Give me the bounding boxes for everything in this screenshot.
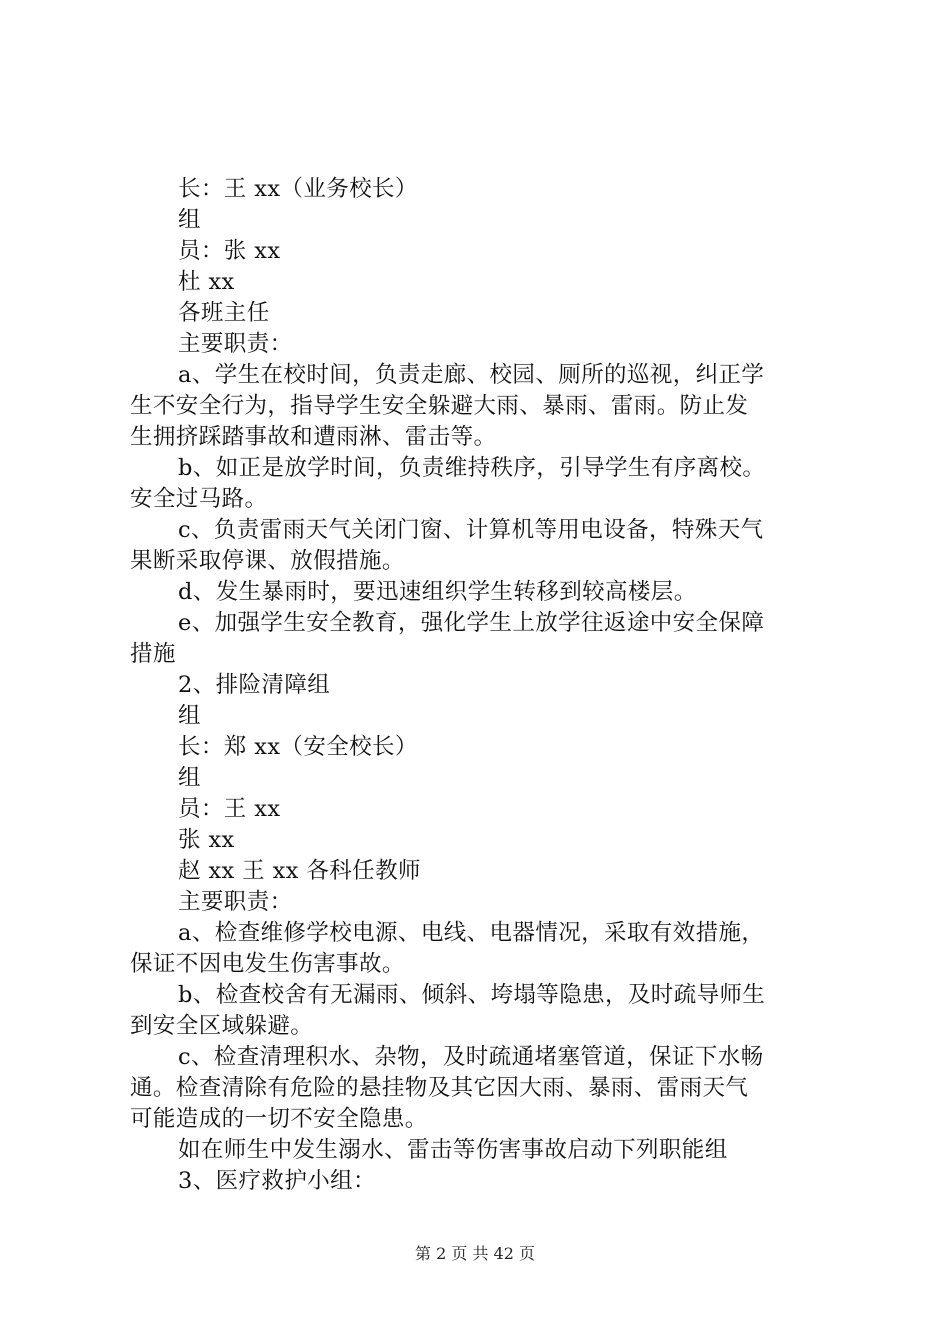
document-body <box>130 174 830 1197</box>
page-footer: 第 2 页 共 42 页 <box>415 1244 535 1263</box>
text-line: 各班主任 <box>178 300 270 326</box>
text-line: e、加强学生安全教育，强化学生上放学往返途中安全保障 <box>178 610 765 636</box>
text-line: 组 <box>178 765 201 791</box>
text-line: 到安全区域躲避。 <box>130 1013 314 1039</box>
text-line: 措施 <box>130 641 176 667</box>
text-line: 张 xx <box>178 827 235 853</box>
text-line: 3、医疗救护小组： <box>178 1168 376 1194</box>
text-line: 如在师生中发生溺水、雷击等伤害事故启动下列职能组 <box>178 1137 728 1163</box>
text-line: 可能造成的一切不安全隐患。 <box>130 1106 428 1132</box>
text-line: b、如正是放学时间，负责维持秩序，引导学生有序离校。 <box>178 455 766 481</box>
text-line: a、检查维修学校电源、电线、电器情况，采取有效措施， <box>178 920 765 946</box>
text-line: 长：王 xx（业务校长） <box>178 176 418 202</box>
text-line: 主要职责： <box>178 331 293 357</box>
text-line: 生不安全行为，指导学生安全躲避大雨、暴雨、雷雨。防止发 <box>130 393 749 419</box>
text-line: 组 <box>178 703 201 729</box>
text-line: 保证不因电发生伤害事故。 <box>130 951 405 977</box>
text-line: c、检查清理积水、杂物，及时疏通堵塞管道，保证下水畅 <box>178 1044 764 1070</box>
text-line: 员：张 xx <box>178 238 281 264</box>
text-line: 主要职责： <box>178 889 293 915</box>
text-line: d、发生暴雨时，要迅速组织学生转移到较高楼层。 <box>178 579 697 605</box>
text-line: 通。检查清除有危险的悬挂物及其它因大雨、暴雨、雷雨天气 <box>130 1075 749 1101</box>
text-line: 2、排险清障组 <box>178 672 331 698</box>
text-line: b、检查校舍有无漏雨、倾斜、垮塌等隐患，及时疏导师生 <box>178 982 766 1008</box>
text-line: a、学生在校时间，负责走廊、校园、厕所的巡视，纠正学 <box>178 362 765 388</box>
text-line: 安全过马路。 <box>130 486 268 512</box>
text-line: 杜 xx <box>178 269 235 295</box>
text-line: 果断采取停课、放假措施。 <box>130 548 405 574</box>
text-line: 赵 xx 王 xx 各科任教师 <box>178 858 421 884</box>
text-line: 生拥挤踩踏事故和遭雨淋、雷击等。 <box>130 424 497 450</box>
text-line: 长：郑 xx（安全校长） <box>178 734 418 760</box>
text-line: c、负责雷雨天气关闭门窗、计算机等用电设备，特殊天气 <box>178 517 764 543</box>
text-line: 员：王 xx <box>178 796 281 822</box>
text-line: 组 <box>178 207 201 233</box>
